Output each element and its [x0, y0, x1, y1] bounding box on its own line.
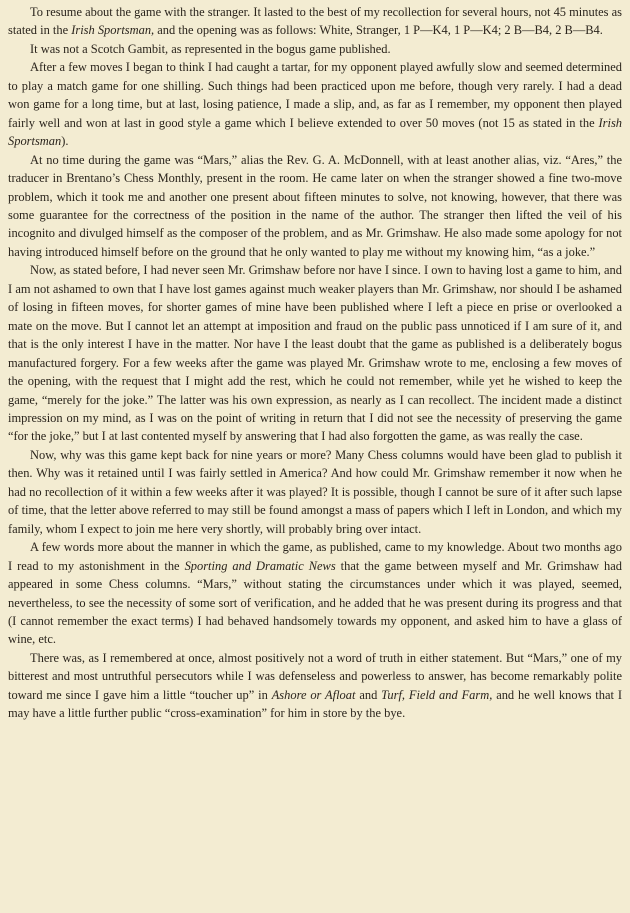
text-run: Now, as stated before, I had never seen Mr. Grimshaw before nor have I since. I own to having lost a game to him, and I am not ashamed to own that I have lost games against much weaker players than Mr. Grimshaw, nor should I be ashamed of losing in fifteen moves, for shorter games of mine have been published where I left a piece en prise or overlooked a mate on the move. But I cannot let an attempt at imposition and fraud on the public pass unnoticed if I am sure of it, and that is the only interest I have in the matter. Nor have I the least doubt that the game as published is a deliberately bogus manufactured forgery. For a few weeks after the game was played Mr. Grimshaw wrote to me, enclosing a few moves of the opening, with the request that I might add the rest, which he could not remember, while yet he wished to keep the game, “merely for the joke.” The latter was his own expression, as nearly as I can recollect. The incident made a distinct impression on my mind, as I was on the point of writing in return that I did not see the necessity of preserving the game “for the joke,” but I at last contented myself by answering that I had also forgotten the game, as was really the case. [8, 263, 622, 444]
text-run: Now, why was this game kept back for nine years or more? Many Chess columns would have been glad to publish it then. Why was it retained until I was fairly settled in America? And how could Mr. Grimshaw remember it now when he had no recollection of it within a few weeks after it was played? It is possible, though I cannot be sure of it after such lapse of time, that the letter above referred to may still be found amongst a mass of papers which I left in London, and which my family, whom I expect to join me here very shortly, will probably bring over intact. [8, 447, 622, 536]
text-run: It was not a Scotch Gambit, as represented in the bogus game published. [30, 41, 391, 56]
text-run: ). [61, 134, 69, 149]
italic-title: Sporting and Dramatic News [184, 558, 336, 573]
paragraph [8, 151, 622, 262]
text-run: At no time during the game was “Mars,” alias the Rev. G. A. McDonnell, with at least another alias, viz. “Ares,” the traducer in Brentano’s Chess Monthly, present in the room. He came later on when the stranger showed a fine two-move problem, which it took me and another one present about fifteen minutes to solve, not knowing, however, that there was some guarantee for the correctness of the position in the name of the author. The stranger then lifted the veil of his incognito and divulged himself as the composer of the problem, and as Mr. Grimshaw. He also made some apology for not having introduced himself before on the ground that he only wanted to play me without my knowing him, “as a joke.” [8, 152, 622, 259]
paragraph [8, 40, 622, 58]
article-body [8, 3, 622, 723]
italic-title: Ashore or Afloat [271, 687, 356, 702]
paragraph [8, 261, 622, 446]
paragraph [8, 58, 622, 150]
paragraph [8, 649, 622, 723]
text-run: that the game between myself and Mr. Grimshaw had appeared in some Chess columns. “Mars,” without stating the circumstances under which it was played, seemed, nevertheless, to see the necessity of some sort of verification, and he added that he was present during its progress and that (I cannot remember the exact terms) I had behaved handsomely towards my opponent, and asked him to have a glass of wine, etc. [8, 558, 623, 647]
text-run: To resume about the game with the stranger. It lasted to the best of my recollection for several hours, not 45 minutes as stated in the [8, 5, 622, 38]
italic-title: Irish Sportsman [8, 115, 622, 149]
text-run: A few words more about the manner in which the game, as published, came to my knowledge. About two months ago I read to my astonishment in the [8, 540, 622, 573]
italic-title: Irish Sportsman, [71, 23, 155, 38]
text-run: There was, as I remembered at once, almost positively not a word of truth in either statement. But “Mars,” one of my bitterest and most untruthful persecutors while I was defenseless and powerless to answer, has become remarkably polite toward me since I gave him a little “toucher up” in [8, 650, 622, 702]
paragraph [8, 3, 622, 40]
paragraph [8, 538, 622, 649]
text-run: and the opening was as follows: White, Stranger, 1 P—K4, 1 P—K4; 2 B—B4, 2 B—B4. [154, 23, 603, 38]
text-run: and [355, 687, 382, 702]
italic-title: Turf, Field and Farm, [381, 687, 493, 702]
text-run: and he well knows that I may have a little further public “cross-examination” for him in store by the bye. [8, 687, 622, 721]
text-run: After a few moves I began to think I had caught a tartar, for my opponent played awfully slow and seemed determined to play a match game for one shilling. Such things had been practiced upon me before, though very rarely. I had a dead won game for a long time, but at last, losing patience, I made a slip, and, as far as I remember, my opponent then played fairly well and won at last in good style a game which I believe extended to over 50 moves (not 15 as stated in the [8, 60, 622, 130]
paragraph [8, 446, 622, 538]
